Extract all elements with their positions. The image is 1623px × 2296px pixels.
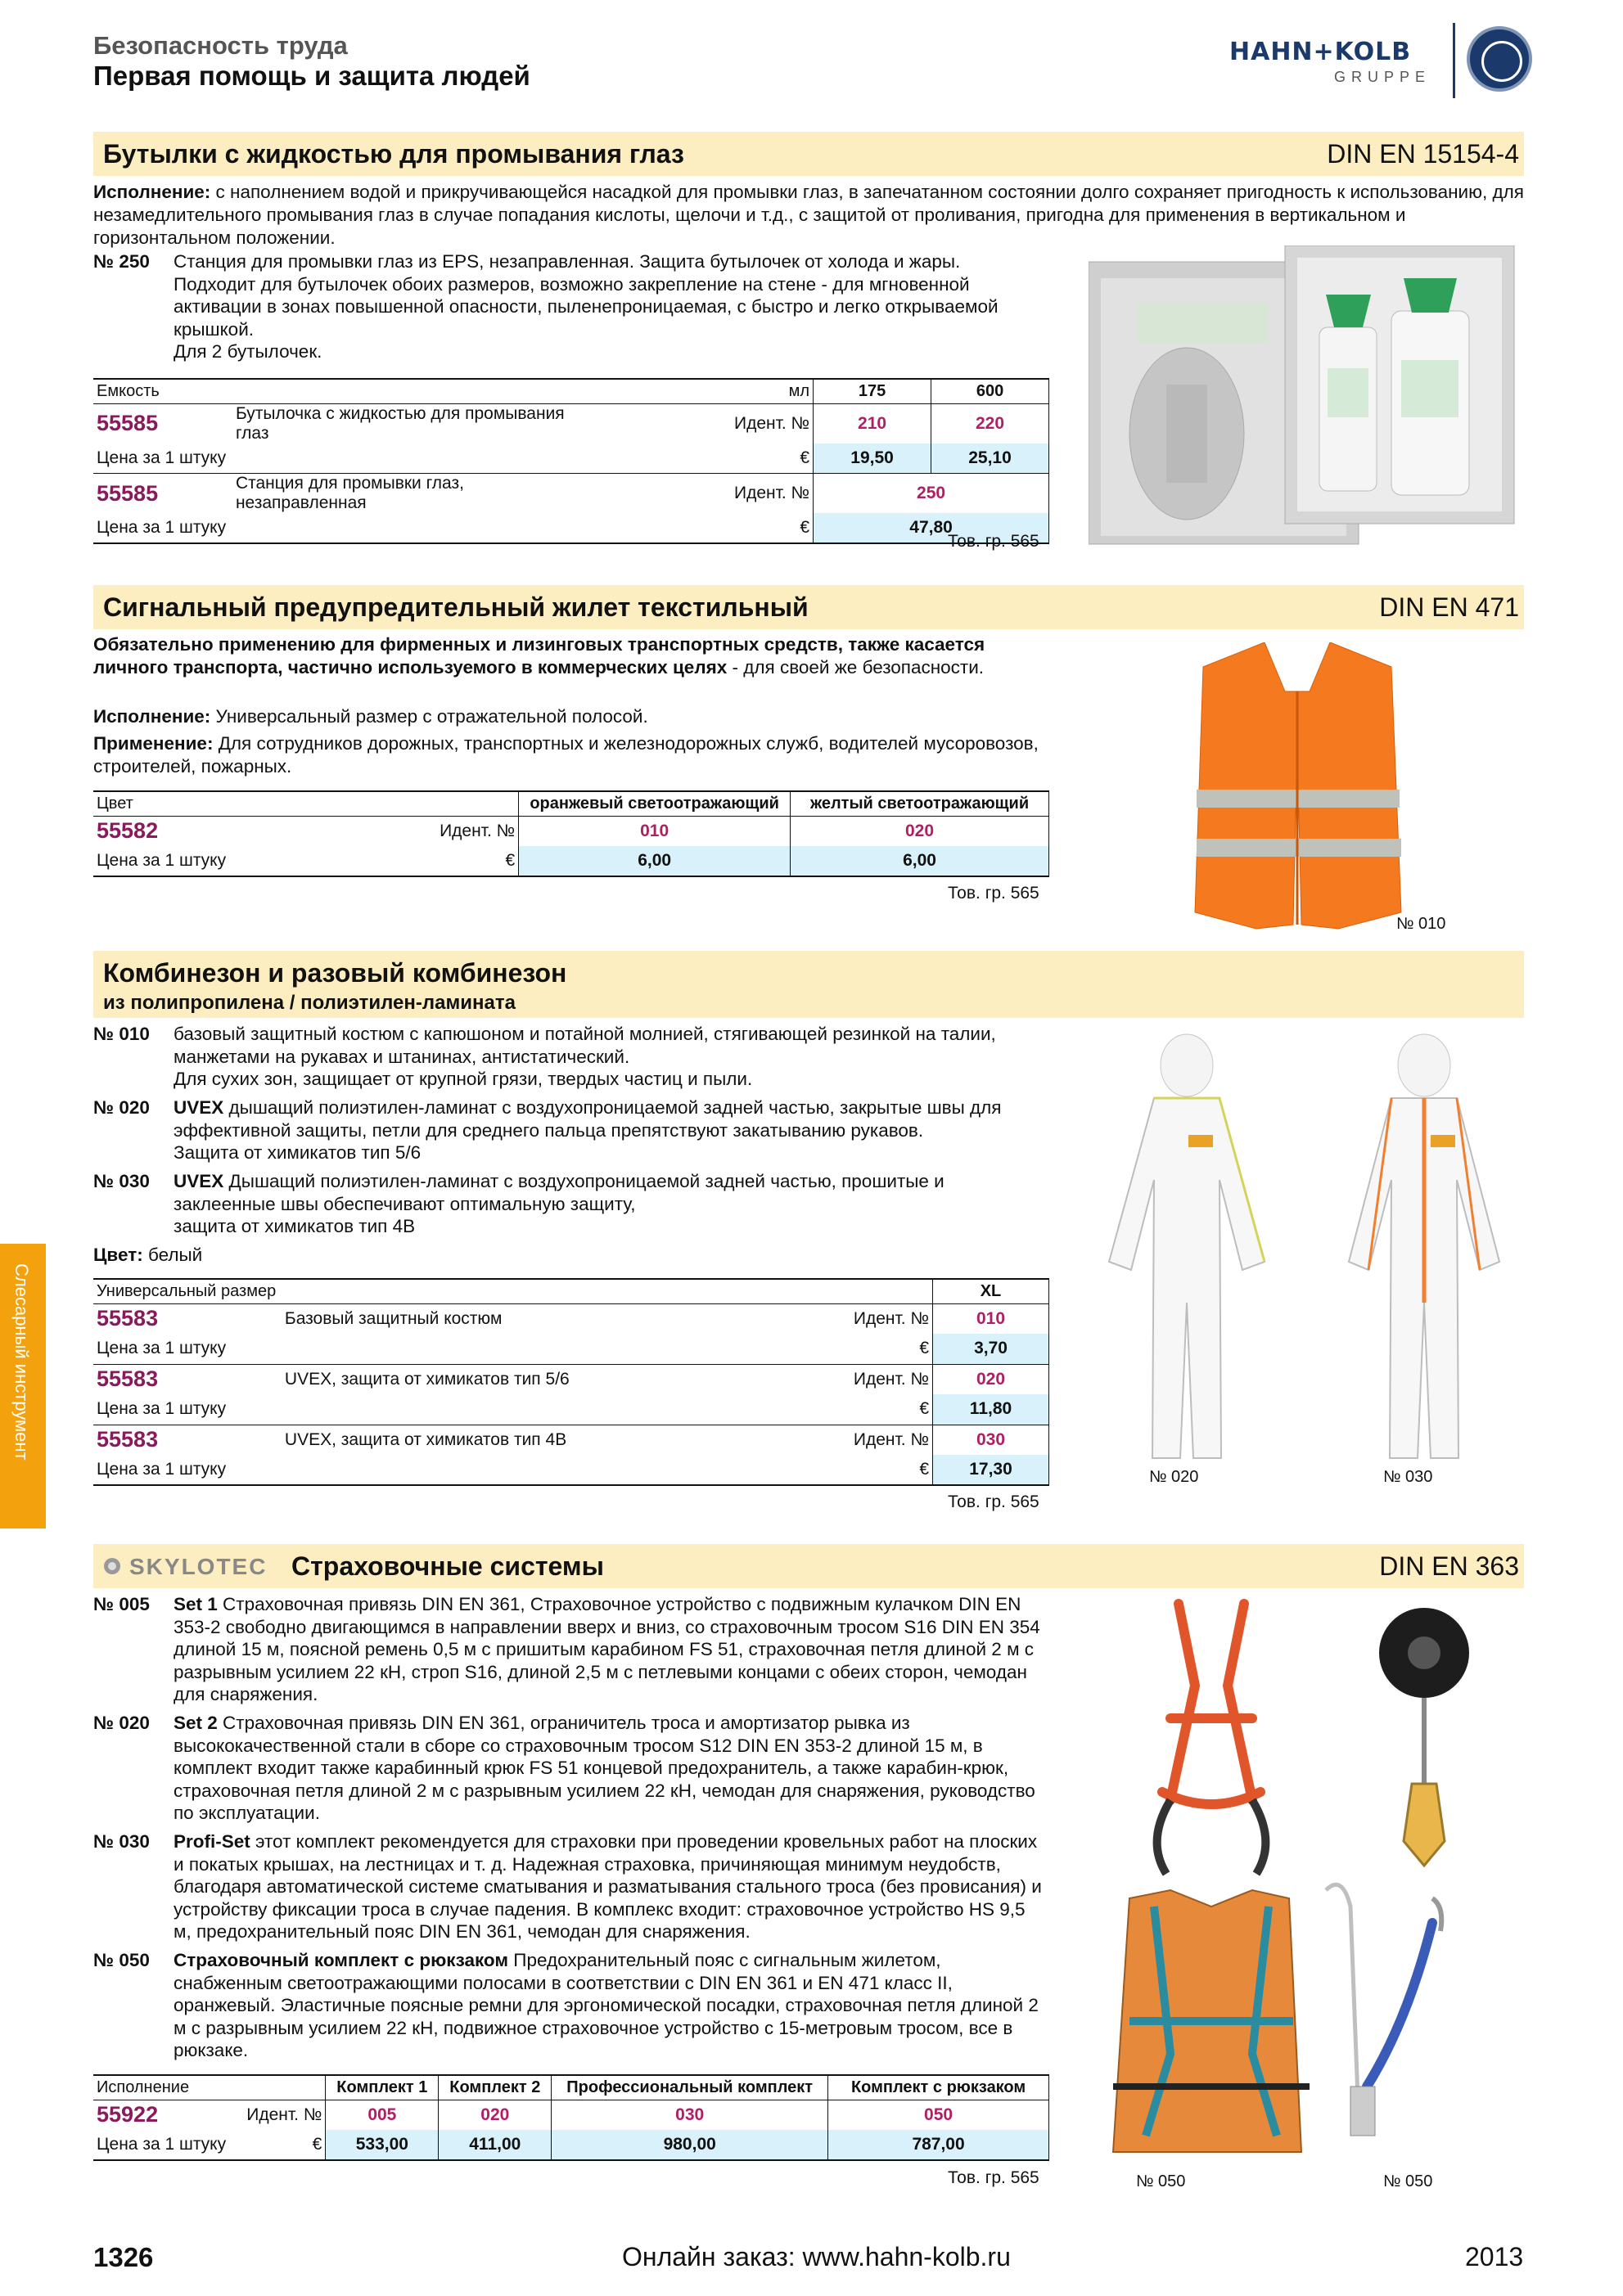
- col-header-yellow: желтый светоотражающий: [791, 791, 1049, 816]
- price: 980,00: [552, 2130, 828, 2160]
- overall-item-030: [93, 1170, 1051, 1238]
- item-description: дышащий полиэтилен-ламинат с воздухопроницаемой задней частью, закрытые швы для эффективной защиты, петли для среднего пальца препятствуют закатыванию рукавов.: [174, 1097, 1002, 1141]
- product-group: Тов. гр. 565: [948, 1492, 1039, 1511]
- logo-emblem-icon: [1467, 26, 1532, 92]
- coveralls-image: [1097, 1033, 1539, 1474]
- overall-item-020: [93, 1096, 1051, 1164]
- price: 6,00: [519, 846, 791, 876]
- image-caption: № 030: [1383, 1468, 1433, 1486]
- col-header-xl: XL: [933, 1279, 1049, 1303]
- vest-application: [93, 732, 1051, 778]
- use-label: Применение:: [93, 733, 214, 754]
- fall-item-005: [93, 1593, 1043, 1706]
- ident-label: Идент. №: [853, 1308, 930, 1328]
- ident-number[interactable]: 020: [439, 2100, 552, 2130]
- eyewash-intro: [93, 181, 1524, 250]
- product-group: Тов. гр. 565: [948, 2168, 1039, 2187]
- item-set: Страховочный комплект с рюкзаком: [174, 1950, 509, 1970]
- section-norm: DIN EN 471: [1379, 592, 1519, 622]
- eyewash-table: [93, 378, 1049, 544]
- item-brand: UVEX: [174, 1097, 224, 1118]
- image-caption: № 050: [1136, 2172, 1186, 2190]
- product-description: UVEX, защита от химикатов тип 4B: [284, 1429, 567, 1449]
- ident-number[interactable]: 250: [814, 474, 1049, 514]
- ident-label: Идент. №: [853, 1369, 930, 1389]
- article-number: 55583: [97, 1366, 159, 1392]
- product-group: Тов. гр. 565: [948, 884, 1039, 903]
- section-fall-header: [93, 1544, 1524, 1588]
- product-description: Станция для промывки глаз, незаправленная: [235, 474, 464, 512]
- item-number: № 010: [93, 1024, 150, 1044]
- price-label: Цена за 1 штуку: [93, 1334, 789, 1364]
- product-description: UVEX, защита от химикатов тип 5/6: [284, 1369, 570, 1389]
- product-description: Бутылочка с жидкостью для промывания глаз: [235, 403, 565, 443]
- vest-intro: [93, 633, 1051, 679]
- currency: €: [789, 1334, 933, 1364]
- eyewash-item-250: [93, 250, 1043, 363]
- item-brand: UVEX: [174, 1171, 224, 1191]
- article-number: 55585: [97, 480, 159, 506]
- item-number: № 020: [93, 1097, 150, 1118]
- ident-number[interactable]: 010: [519, 816, 791, 846]
- currency: €: [789, 1394, 933, 1425]
- image-caption: № 050: [1383, 2172, 1433, 2190]
- price: 47,80: [814, 513, 1049, 543]
- article-number: 55922: [97, 2102, 159, 2127]
- intro-text: с наполнением водой и прикручивающейся насадкой для промывки глаз, в запечатанном состоянии долго сохраняет пригодность к использованию, для незамедлительного промывания глаз в случае попадания кислоты, щелочи и т.д., с защитой от проливания, пригодна для применения в вертикальном и горизонтальном положении.: [93, 182, 1524, 248]
- col-header-profi: Профессиональный комплект: [552, 2075, 828, 2100]
- item-set: Set 2: [174, 1713, 218, 1733]
- ident-number[interactable]: 050: [828, 2100, 1049, 2130]
- item-set: Set 1: [174, 1594, 218, 1614]
- item-description: Предохранительный пояс с сигнальным жилетом, снабженным светоотражающими полосами в соответствии с DIN EN 361 и EN 471 класс II, оранжевый. Эластичные поясные ремни для эргономической посадки, страховочная петля длиной 2 м с разрывным усилием 22 кН, подвижное страховочное устройство с 15-метровым тросом, все в рюкзаке.: [174, 1950, 1039, 2060]
- price: 19,50: [814, 443, 931, 474]
- ident-label: Идент. №: [733, 484, 810, 502]
- fall-item-050: [93, 1949, 1043, 2062]
- ident-number[interactable]: 010: [933, 1303, 1049, 1334]
- currency: €: [232, 2130, 326, 2160]
- item-number: № 030: [93, 1171, 150, 1191]
- vest-intro-bold: Обязательно применению для фирменных и лизинговых транспортных средств, также касается личного транспорта, частично используемого в коммерческих целях: [93, 634, 985, 678]
- category-heading: Безопасность труда: [93, 31, 348, 60]
- item-description: базовый защитный костюм с капюшоном и потайной молнией, стягивающей резинкой на талии, манжетами на рукавах и штанинах, антистатический.: [174, 1024, 996, 1067]
- vest-intro-rest: - для своей же безопасности.: [727, 657, 985, 678]
- col-header-orange: оранжевый светоотражающий: [519, 791, 791, 816]
- section-overall-header: [93, 951, 1524, 1018]
- overall-color: [93, 1244, 202, 1267]
- ident-number[interactable]: 220: [931, 403, 1049, 443]
- price: 17,30: [933, 1455, 1049, 1485]
- item-description: этот комплект рекомендуется для страховки при проведении кровельных работ на плоских и покатых крышах, на лестницах и т. д. Надежная страховка, причиняющая минимум неудобств, благодаря автоматической системе сматывания и разматывания стального троса (без провисания) и устройству фиксации троса в случае падения. В комплекс входит: страховочное устройство HS 9,5 м, предохранительный пояс DIN EN 361, чемодан для снаряжения.: [174, 1831, 1042, 1942]
- col-header-175: 175: [814, 379, 931, 403]
- overall-table: [93, 1278, 1049, 1486]
- section-vest-header: [93, 585, 1524, 629]
- price: 533,00: [326, 2130, 439, 2160]
- item-number: № 250: [93, 251, 150, 272]
- brand-subtitle: GRUPPE: [1334, 69, 1431, 85]
- currency: €: [593, 513, 814, 543]
- exec-label: Исполнение:: [93, 706, 211, 727]
- price: 11,80: [933, 1394, 1049, 1425]
- col-header-version: Исполнение: [93, 2075, 326, 2100]
- item-description: Дышащий полиэтилен-ламинат с воздухопроницаемой задней частью, прошитые и заклеенные швы обеспечивают оптимальную защиту,: [174, 1171, 944, 1214]
- article-number: 55582: [97, 818, 159, 844]
- price-label: Цена за 1 штуку: [93, 1455, 789, 1485]
- col-header-600: 600: [931, 379, 1049, 403]
- item-description-2: Для 2 бутылочек.: [174, 341, 322, 362]
- section-norm: DIN EN 15154-4: [1327, 139, 1519, 169]
- price-label: Цена за 1 штуку: [93, 846, 232, 876]
- item-number: № 050: [93, 1950, 150, 1970]
- ident-label: Идент. №: [440, 821, 516, 840]
- col-header-size: Универсальный размер: [93, 1279, 933, 1303]
- vest-execution: [93, 705, 1051, 728]
- section-title: Комбинезон и разовый комбинезон: [103, 958, 567, 988]
- ident-number[interactable]: 020: [933, 1364, 1049, 1394]
- product-group: Тов. гр. 565: [948, 532, 1039, 551]
- price-label: Цена за 1 штуку: [93, 2130, 232, 2160]
- item-description-2: Защита от химикатов тип 5/6: [174, 1142, 422, 1163]
- exec-text: Универсальный размер с отражательной полосой.: [210, 706, 648, 727]
- item-description: Страховочная привязь DIN EN 361, Страховочное устройство с подвижным кулачком DIN EN 353-2 свободно двигающимся в направлении вверх и вниз, со страховочным тросом S16 DIN EN 354 длиной 15 м, поясной ремень 0,5 м с пришитым карабином FS 51, страховочная петля длиной 2 м с разрывным усилием 22 кН, строп S16, длиной 2,5 м с петлевыми концами с обеих сторон, чемодан для снаряжения.: [174, 1594, 1040, 1704]
- item-number: № 030: [93, 1831, 150, 1852]
- section-title: Бутылки с жидкостью для промывания глаз: [103, 139, 684, 169]
- brand-logo: [1229, 23, 1532, 97]
- side-tab-section[interactable]: [0, 1244, 46, 1528]
- currency: €: [232, 846, 519, 876]
- item-number: № 020: [93, 1713, 150, 1733]
- col-header-set1: Комплект 1: [326, 2075, 439, 2100]
- section-eyewash-header: [93, 132, 1524, 176]
- fall-item-030: [93, 1830, 1043, 1943]
- intro-label: Исполнение:: [93, 182, 211, 202]
- eyewash-station-image: [1089, 245, 1522, 548]
- col-header-color: Цвет: [93, 791, 519, 816]
- price: 25,10: [931, 443, 1049, 474]
- vest-table: [93, 790, 1049, 877]
- article-number: 55583: [97, 1306, 159, 1331]
- price: 787,00: [828, 2130, 1049, 2160]
- price: 3,70: [933, 1334, 1049, 1364]
- item-description-2: Для сухих зон, защищает от крупной грязи, твердых частиц и пыли.: [174, 1069, 753, 1089]
- brand-mark-icon: [100, 1556, 124, 1576]
- catalog-year: 2013: [1465, 2242, 1524, 2271]
- color-label: Цвет:: [93, 1245, 143, 1265]
- use-text: Для сотрудников дорожных, транспортных и железнодорожных служб, водителей мусоровозов, строителей, пожарных.: [93, 733, 1039, 777]
- section-norm: DIN EN 363: [1379, 1551, 1519, 1581]
- col-header-backpack: Комплект с рюкзаком: [828, 2075, 1049, 2100]
- article-number: 55585: [97, 411, 159, 435]
- ident-number[interactable]: 020: [791, 816, 1049, 846]
- fall-item-020: [93, 1712, 1043, 1825]
- online-order-link[interactable]: Онлайн заказ: www.hahn-kolb.ru: [622, 2242, 1011, 2271]
- currency: €: [593, 443, 814, 474]
- item-description: Станция для промывки глаз из EPS, незаправленная. Защита бутылочек от холода и жары. Подходит для бутылочек обоих размеров, возможно закрепление на стене - для мгновенной активации в зонах повышенной опасности, пыленепроницаемая, с быстро и легко открываемой крышкой.: [174, 251, 999, 340]
- section-title: Страховочные системы: [291, 1551, 604, 1581]
- item-set: Profi-Set: [174, 1831, 250, 1852]
- ident-number[interactable]: 210: [814, 403, 931, 443]
- currency: €: [789, 1455, 933, 1485]
- article-number: 55583: [97, 1427, 159, 1452]
- section-subtitle: из полипропилена / полиэтилен-ламината: [103, 992, 516, 1014]
- price: 6,00: [791, 846, 1049, 876]
- color-value: белый: [142, 1245, 203, 1265]
- side-tab-label: Слесарный инструмент: [11, 1263, 32, 1461]
- fall-table: [93, 2074, 1049, 2161]
- price: 411,00: [439, 2130, 552, 2160]
- product-description: Базовый защитный костюм: [284, 1308, 503, 1328]
- ident-number[interactable]: 030: [933, 1425, 1049, 1455]
- overall-item-010: [93, 1023, 1051, 1091]
- section-title: Сигнальный предупредительный жилет текстильный: [103, 592, 809, 622]
- logo-divider: [1453, 23, 1455, 98]
- brand-name: HAHN+KOLB: [1229, 38, 1412, 66]
- safety-vest-image: [1187, 642, 1408, 937]
- ident-number[interactable]: 005: [326, 2100, 439, 2130]
- item-description: Страховочная привязь DIN EN 361, ограничитель троса и амортизатор рывка из высококачественной стали в сборе со страховочным тросом S12 DIN EN 353-2 длиной 15 м, в комплект входит также карабинный крюк FS 51 концевой предохранитель, а также карабин-крюк, страховочная петля длиной 2 м с разрывным усилием 22 кН, чемодан для снаряжения, руководство по эксплуатации.: [174, 1713, 1035, 1823]
- price-label: Цена за 1 штуку: [93, 1394, 789, 1425]
- item-number: № 005: [93, 1594, 150, 1614]
- ident-label: Идент. №: [853, 1429, 930, 1449]
- fall-protection-images: [1080, 1596, 1539, 2168]
- price-label: Цена за 1 штуку: [93, 443, 593, 474]
- col-header-set2: Комплект 2: [439, 2075, 552, 2100]
- ident-label: Идент. №: [246, 2105, 322, 2124]
- brand-skylotec: SKYLOTEC: [129, 1554, 268, 1579]
- ident-number[interactable]: 030: [552, 2100, 828, 2130]
- price-label: Цена за 1 штуку: [93, 513, 593, 543]
- image-caption: № 010: [1396, 915, 1446, 933]
- image-caption: № 020: [1149, 1468, 1199, 1486]
- col-header-capacity: Емкость: [93, 379, 593, 403]
- subcategory-heading: Первая помощь и защита людей: [93, 61, 530, 91]
- ident-label: Идент. №: [733, 413, 810, 433]
- col-header-unit: мл: [593, 379, 814, 403]
- item-description-2: защита от химикатов тип 4B: [174, 1216, 416, 1236]
- page-number: 1326: [93, 2242, 154, 2272]
